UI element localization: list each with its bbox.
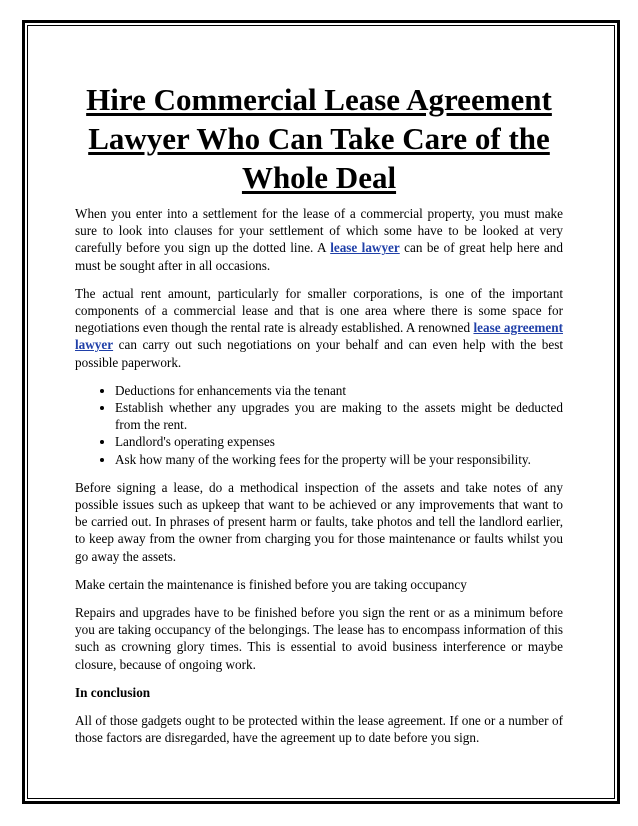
bullet-list [75,382,563,468]
page-title: Hire Commercial Lease Agreement Lawyer Who Can Take Care of the Whole Deal [86,82,552,195]
paragraph-rent-before: The actual rent amount, particularly for smaller corporations, is one of the important components of a commercial lease and that is one area where there is some space for negotiations even though the rental rate is already established. A renowned [75,285,563,336]
conclusion-heading: In conclusion [75,684,151,700]
lease-lawyer-link[interactable]: lease lawyer [330,240,400,256]
paragraph-intro [75,205,563,274]
list-item: • Ask how many of the working fees for the property will be your responsibility. [115,451,563,468]
paragraph-intro-after: can be of great help here and must be sought after in all occasions. [75,240,563,273]
list-item: • Landlord's operating expenses [115,433,563,450]
paragraph-inspection: Before signing a lease, do a methodical inspection of the assets and take notes of any possible issues such as upkeep that want to be achieved or any improvements that want to be carried out. In phrases of present harm or faults, take photos and tell the landlord earlier, to keep away from the owner from charging you for those maintenance or faults whilst you go away the assets. [75,479,563,564]
paragraph-repairs: Repairs and upgrades have to be finished before you sign the rent or as a minimum before you are taking occupancy of the belongings. The lease has to encompass information of this such as crowning glory times. This is essential to avoid business interference or maybe closure, because of ongoing work. [75,605,563,672]
paragraph-intro-before: When you enter into a settlement for the lease of a commercial property, you must make sure to look into clauses for your settlement of which some have to be looked at very carefully before you sign up the dotted line. A [75,206,563,256]
list-item: • Establish whether any upgrades you are making to the assets might be deducted from the rent. [115,399,563,433]
paragraph-rent [75,285,563,371]
lease-agreement-lawyer-link[interactable]: lease agreement lawyer [75,320,563,353]
paragraph-rent-after: can carry out such negotiations on your behalf and can even help with the best possible paperwork. [75,337,563,370]
document-body [75,80,563,757]
paragraph-conclusion: All of those gadgets ought to be protected within the lease agreement. If one or a number of those factors are disregarded, have the agreement up to date before you sign. [75,713,563,746]
list-item: • Deductions for enhancements via the tenant [115,382,563,399]
paragraph-maintenance: Make certain the maintenance is finished before you are taking occupancy [75,576,467,592]
